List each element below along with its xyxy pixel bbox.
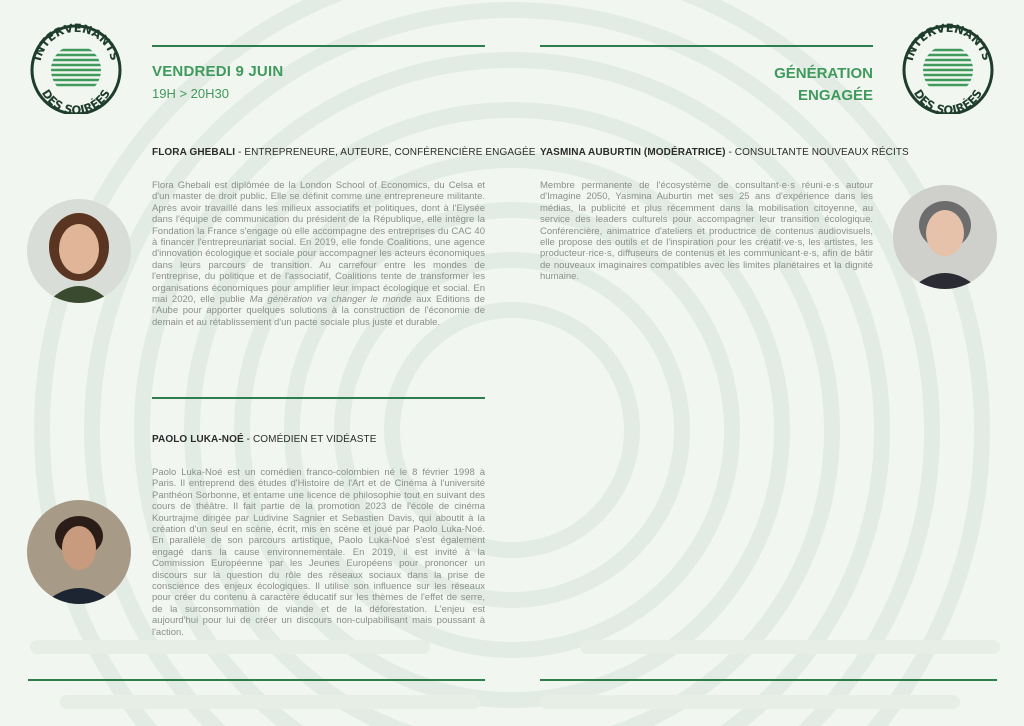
speaker-bio [152,180,485,328]
speaker-heading [152,147,536,158]
event-time: 19H > 20H30 [152,86,229,101]
bio-text: aux Editions de l'Aube pour apporter quelques solutions à la construction de l'économie de demain et au rétablissement d'un pacte sociale plus juste et durable. [152,294,485,328]
intervenants-logo-left [26,14,126,114]
svg-text:DES SOIRÉES [39,87,113,114]
speaker-photo [893,185,997,289]
speaker-heading [152,434,376,445]
speaker-photo [27,199,131,303]
logo-top-text: INTERVENANTS [901,20,995,63]
bio-text: Flora Ghebali est diplômée de la London School of Economics, du Celsa et d'un master de droit public. Elle se définit comme une entrepreneure militante. Après avoir travaillé dans les milieux associatifs et politiques, dont à l'Elysée dans l'équipe de communication du président de la République, elle intègre la Fondation la France s'engage où elle accompagne des entreprises du CAC 40 à financer l'entrepreunariat social. En 2019, elle fonde Coalitions, une agence d'innovation écologique et sociale pour accompagner les acteurs économiques dans leurs parcours de transition. Au carrefour entre les mondes de l'entreprise, du politique et de l'associatif, Coalitions tente de transformer les organisations économiques pour amplifier leur impact écologique et social. En mai 2020, elle publie [152,180,485,306]
event-theme [774,63,873,107]
bottom-rule-left [28,679,485,681]
event-date-block [152,63,283,101]
middle-rule-left [152,397,485,399]
top-rule-left [152,45,485,47]
book-title: Ma génération va changer le monde [249,294,412,306]
svg-text:DES SOIRÉES [911,87,985,114]
event-day: VENDREDI 9 JUIN [152,63,284,80]
logo-top-text: INTERVENANTS [29,20,123,63]
theme-line-1: GÉNÉRATION [774,65,873,82]
bottom-rule-right [540,679,997,681]
logo-bottom-text: DES SOIRÉES [39,86,113,114]
top-rule-right [540,45,873,47]
speaker-name: YASMINA AUBURTIN (MODÉRATRICE) [540,147,726,158]
speaker-heading [540,147,909,158]
speaker-name: FLORA GHEBALI [152,147,236,158]
speaker-bio: Membre permanente de l'écosystème de consultant·e·s réuni·e·s autour d'Imagine 2050, Yasmina Auburtin met ses 25 ans d'expérience dans les médias, la publicité et plus récemment dans la mobilisation citoyenne, au service des leaders culturels pour accompagner leur transition écologique. Conférencière, animatrice d'ateliers et productrice de contenus audiovisuels, elle propose des outils et de l'inspiration pour les créatif·ve·s, les artistes, les producteur·rice·s, diffuseurs de contenus et les communicant·e·s, afin de bâtir de nouveaux imaginaires compatibles avec les limites planétaires et la dignité humaine. [540,180,873,283]
theme-line-2: ENGAGÉE [797,87,873,104]
speaker-role: - COMÉDIEN ET VIDÉASTE [243,434,377,445]
speaker-photo [27,500,131,604]
speaker-bio: Paolo Luka-Noé est un comédien franco-colombien né le 8 février 1998 à Paris. Il entreprend des études d'Histoire de l'Art et de Cinéma à l'université Panthéon Sorbonne, et entame une licence de philosophie tout en suivant des cours de théâtre. Il fait partie de la promotion 2023 de l'école de cinéma Kourtrajme dirigée par Ludivine Sagnier et Sebastien Davis, qui aboutit à la création d'un seul en scène, écrit, mis en scène et joué par Paolo Luka-Noé. En parallèle de son parcours artistique, Paolo Luka-Noé s'est également engagé dans la cause environnementale. En 2019, il est invité à la Commission Européenne par les Jeunes Européens pour prononcer un discours sur la question du rôle des réseaux sociaux dans la prise de conscience des enjeux écologiques. Il utilise son influence sur les réseaux pour créer du contenu à caractère éducatif sur les thèmes de l'effet de serre, de la surconsommation de viande et de la déforestation. L'enjeu est aujourd'hui pour lui de créer un discours non-culpabilisant mais poussant à l'action. [152,467,485,638]
speaker-name: PAOLO LUKA-NOÉ [152,434,244,445]
intervenants-logo-right [898,14,998,114]
logo-bottom-text: DES SOIRÉES [911,86,985,114]
speaker-role: - ENTREPRENEURE, AUTEURE, CONFÉRENCIÈRE ENGAGÉE [235,147,536,158]
speaker-role: - CONSULTANTE NOUVEAUX RÉCITS [725,147,909,158]
